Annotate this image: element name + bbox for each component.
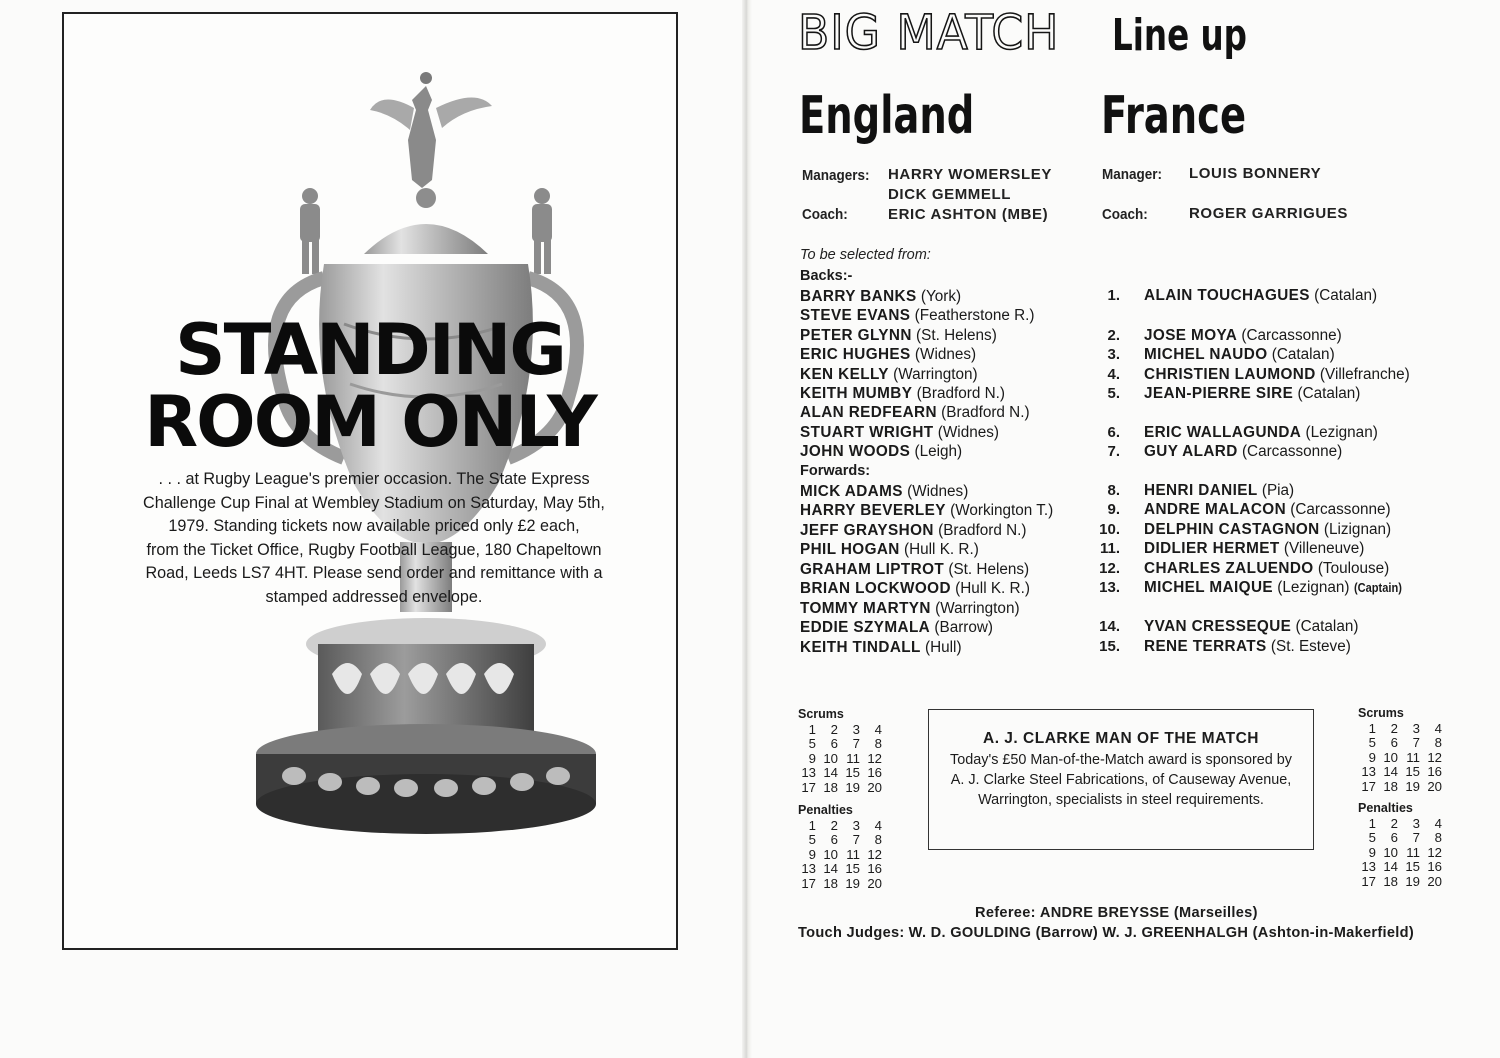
france-player bbox=[1144, 384, 1360, 403]
tally-number: 1 bbox=[808, 722, 816, 737]
england-player bbox=[800, 403, 1030, 422]
france-manager-label: Manager: bbox=[1102, 167, 1162, 183]
england-managers-label: Managers: bbox=[802, 168, 870, 184]
tally-number: 5 bbox=[1368, 830, 1376, 846]
tally-number: 14 bbox=[1383, 764, 1398, 780]
england-coach: ERIC ASHTON (MBE) bbox=[888, 206, 1049, 223]
france-shirt-number: 3. bbox=[1107, 346, 1120, 363]
france-player bbox=[1144, 539, 1364, 558]
tally-number: 10 bbox=[823, 846, 838, 862]
england-player bbox=[800, 560, 1029, 579]
player-club: (Bradford N.) bbox=[941, 404, 1030, 421]
tally-number: 14 bbox=[823, 861, 838, 877]
england-player bbox=[800, 365, 978, 384]
tally-number: 13 bbox=[801, 765, 816, 781]
france-shirt-number: 6. bbox=[1107, 424, 1120, 441]
player-club: (Widnes) bbox=[907, 483, 969, 500]
player-club: (Widnes) bbox=[937, 424, 999, 441]
france-shirt-number: 5. bbox=[1107, 385, 1120, 402]
tally-row bbox=[1354, 831, 1442, 845]
france-player bbox=[1144, 500, 1391, 519]
player-name: GRAHAM LIPTROT bbox=[800, 561, 945, 578]
tally-number: 16 bbox=[867, 765, 882, 781]
player-name: PETER GLYNN bbox=[800, 327, 912, 344]
tally-number: 11 bbox=[846, 846, 860, 862]
player-name: STEVE EVANS bbox=[800, 307, 911, 324]
tally-number: 19 bbox=[1405, 873, 1420, 889]
player-club: (Workington T.) bbox=[950, 502, 1054, 519]
tally-row bbox=[1354, 765, 1442, 779]
player-name: KEITH MUMBY bbox=[800, 385, 913, 402]
player-club: (Leigh) bbox=[914, 443, 963, 460]
referee-label: Referee: bbox=[975, 905, 1036, 921]
france-player bbox=[1144, 286, 1377, 305]
tally-number: 18 bbox=[823, 875, 838, 891]
tally-row bbox=[794, 877, 882, 891]
man-of-the-match-box bbox=[928, 709, 1314, 850]
scrums-tally-france bbox=[1354, 722, 1442, 794]
line-up-title: Line up bbox=[1112, 10, 1248, 61]
tally-number: 17 bbox=[1361, 873, 1376, 889]
player-club: (St. Esteve) bbox=[1270, 638, 1351, 655]
france-player bbox=[1144, 578, 1410, 597]
player-name: BRIAN LOCKWOOD bbox=[800, 580, 951, 597]
france-coach: ROGER GARRIGUES bbox=[1189, 205, 1349, 222]
tally-number: 15 bbox=[1405, 764, 1420, 780]
england-player bbox=[800, 501, 1053, 520]
tally-number: 15 bbox=[845, 765, 860, 781]
advert-line: 1979. Standing tickets now available priced only £2 each, bbox=[168, 517, 580, 535]
tally-number: 3 bbox=[852, 722, 860, 737]
captain-note: (Captain) bbox=[1353, 580, 1402, 595]
tally-number: 13 bbox=[801, 861, 816, 877]
tally-number: 8 bbox=[874, 832, 882, 848]
tally-row bbox=[794, 752, 882, 766]
penalties-label-england: Penalties bbox=[798, 803, 853, 817]
tally-number: 9 bbox=[808, 846, 816, 862]
player-club: (St. Helens) bbox=[916, 327, 997, 344]
tally-number: 7 bbox=[1412, 735, 1420, 751]
tally-row bbox=[1354, 817, 1442, 831]
tally-row bbox=[1354, 846, 1442, 860]
france-shirt-number: 1. bbox=[1107, 287, 1120, 304]
england-player bbox=[800, 423, 999, 442]
france-player bbox=[1144, 617, 1358, 636]
forwards-heading: Forwards: bbox=[800, 463, 871, 479]
tally-number: 6 bbox=[1390, 830, 1398, 846]
player-name: YVAN CRESSEQUE bbox=[1144, 618, 1292, 635]
england-player bbox=[800, 618, 993, 637]
touch-judges-label: Touch Judges: bbox=[798, 925, 905, 941]
page-spine bbox=[742, 0, 752, 1058]
player-name: ERIC WALLAGUNDA bbox=[1144, 424, 1302, 441]
player-name: JEAN-PIERRE SIRE bbox=[1144, 385, 1294, 402]
player-club: (Hull K. R.) bbox=[904, 541, 979, 558]
tally-number: 14 bbox=[823, 765, 838, 781]
advert-body-text bbox=[114, 468, 634, 609]
player-club: (Warrington) bbox=[935, 600, 1020, 617]
player-name: STUART WRIGHT bbox=[800, 424, 934, 441]
tally-number: 5 bbox=[808, 736, 816, 752]
tally-number: 3 bbox=[1412, 816, 1420, 831]
tally-number: 13 bbox=[1361, 859, 1376, 875]
england-player bbox=[800, 521, 1027, 540]
player-club: (Catalan) bbox=[1314, 287, 1378, 304]
player-club: (York) bbox=[920, 288, 962, 305]
player-name: TOMMY MARTYN bbox=[800, 600, 931, 617]
player-club: (Widnes) bbox=[914, 346, 977, 363]
tally-number: 1 bbox=[808, 818, 816, 833]
england-player bbox=[800, 345, 976, 364]
tally-number: 20 bbox=[867, 875, 882, 891]
tally-number: 2 bbox=[830, 818, 838, 833]
tally-row bbox=[794, 862, 882, 876]
tally-number: 8 bbox=[874, 736, 882, 752]
tally-number: 2 bbox=[1390, 721, 1398, 736]
france-shirt-number: 13. bbox=[1099, 579, 1120, 596]
player-name: DELPHIN CASTAGNON bbox=[1144, 521, 1320, 538]
player-club: (Catalan) bbox=[1295, 618, 1359, 635]
player-name: JOSE MOYA bbox=[1144, 327, 1238, 344]
scrums-label-france: Scrums bbox=[1358, 706, 1404, 720]
advert-line: . . . at Rugby League's premier occasion. The State Express bbox=[158, 470, 590, 488]
tally-number: 1 bbox=[1368, 816, 1376, 831]
advert-line: from the Ticket Office, Rugby Football League, 180 Chapeltown bbox=[146, 540, 602, 559]
referee-name: ANDRE BREYSSE (Marseilles) bbox=[1039, 905, 1258, 921]
touch-judges-line bbox=[798, 925, 1414, 941]
award-title: A. J. CLARKE MAN OF THE MATCH bbox=[983, 730, 1259, 747]
player-club: (Pia) bbox=[1261, 482, 1295, 499]
france-shirt-number: 11. bbox=[1099, 540, 1120, 557]
player-club: (St. Helens) bbox=[948, 561, 1030, 578]
touch-judges-names: W. D. GOULDING (Barrow) W. J. GREENHALGH (Ashton-in-Makerfield) bbox=[908, 925, 1415, 941]
tally-number: 12 bbox=[867, 846, 882, 862]
france-shirt-number: 10. bbox=[1099, 521, 1120, 538]
player-name: ALAN REDFEARN bbox=[800, 404, 937, 421]
player-name: KEITH TINDALL bbox=[800, 639, 921, 656]
tally-number: 7 bbox=[1412, 830, 1420, 846]
penalties-tally-france bbox=[1354, 817, 1442, 889]
player-club: (Barrow) bbox=[934, 619, 994, 636]
tally-number: 3 bbox=[852, 818, 860, 833]
tally-row bbox=[794, 848, 882, 862]
england-player bbox=[800, 579, 1030, 598]
player-club: (Villeneuve) bbox=[1283, 540, 1365, 557]
tally-number: 19 bbox=[845, 779, 860, 795]
player-club: (Carcassonne) bbox=[1241, 443, 1343, 460]
france-shirt-number: 7. bbox=[1107, 443, 1120, 460]
player-club: (Lezignan) bbox=[1305, 424, 1378, 441]
england-player bbox=[800, 384, 1005, 403]
player-name: KEN KELLY bbox=[800, 366, 889, 383]
player-name: CHARLES ZALUENDO bbox=[1144, 560, 1314, 577]
france-shirt-number: 2. bbox=[1107, 327, 1120, 344]
selected-from-label: To be selected from: bbox=[800, 247, 931, 263]
player-name: GUY ALARD bbox=[1144, 443, 1238, 460]
tally-number: 11 bbox=[1406, 749, 1420, 765]
england-player bbox=[800, 482, 968, 501]
player-club: (Catalan) bbox=[1297, 385, 1361, 402]
tally-number: 8 bbox=[1434, 735, 1442, 751]
backs-heading: Backs:- bbox=[800, 268, 853, 284]
france-player bbox=[1144, 423, 1378, 442]
england-player bbox=[800, 306, 1035, 325]
france-shirt-number: 4. bbox=[1107, 366, 1120, 383]
player-club: (Carcassonne) bbox=[1241, 327, 1342, 344]
tally-row bbox=[794, 723, 882, 737]
tally-number: 4 bbox=[1434, 816, 1442, 831]
tally-number: 10 bbox=[823, 750, 838, 766]
tally-row bbox=[794, 737, 882, 751]
player-name: ALAIN TOUCHAGUES bbox=[1144, 287, 1310, 304]
player-club: (Villefranche) bbox=[1319, 366, 1410, 383]
tally-number: 20 bbox=[1427, 873, 1442, 889]
tally-number: 17 bbox=[801, 779, 816, 795]
england-player bbox=[800, 638, 962, 657]
player-club: (Hull K. R.) bbox=[955, 580, 1030, 597]
tally-number: 18 bbox=[823, 779, 838, 795]
france-coach-label: Coach: bbox=[1102, 207, 1148, 223]
england-player bbox=[800, 540, 979, 559]
tally-number: 8 bbox=[1434, 830, 1442, 846]
france-shirt-number: 9. bbox=[1107, 501, 1120, 518]
tally-number: 10 bbox=[1383, 749, 1398, 765]
tally-number: 6 bbox=[830, 736, 838, 752]
france-player bbox=[1144, 326, 1342, 345]
tally-number: 9 bbox=[808, 750, 816, 766]
player-club: (Lizignan) bbox=[1323, 521, 1392, 538]
advert-line: Road, Leeds LS7 4HT. Please send order and remittance with a bbox=[145, 564, 603, 582]
tally-row bbox=[1354, 722, 1442, 736]
tally-number: 5 bbox=[808, 832, 816, 848]
england-player bbox=[800, 442, 962, 461]
tally-row bbox=[794, 833, 882, 847]
tally-number: 4 bbox=[874, 722, 882, 737]
player-name: MICK ADAMS bbox=[800, 483, 903, 500]
tally-number: 4 bbox=[874, 818, 882, 833]
tally-number: 1 bbox=[1368, 721, 1376, 736]
player-name: JEFF GRAYSHON bbox=[800, 522, 934, 539]
tally-number: 12 bbox=[867, 750, 882, 766]
tally-number: 9 bbox=[1368, 844, 1376, 860]
england-heading: England bbox=[799, 86, 975, 146]
big-match-title: BIG MATCH bbox=[798, 5, 1060, 61]
tally-number: 12 bbox=[1427, 749, 1442, 765]
tally-number: 10 bbox=[1383, 844, 1398, 860]
france-shirt-number: 14. bbox=[1099, 618, 1120, 635]
tally-number: 4 bbox=[1434, 721, 1442, 736]
player-club: (Catalan) bbox=[1271, 346, 1335, 363]
player-name: PHIL HOGAN bbox=[800, 541, 900, 558]
tally-row bbox=[1354, 875, 1442, 889]
tally-number: 18 bbox=[1383, 778, 1398, 794]
france-heading: France bbox=[1101, 86, 1247, 146]
advert-line: stamped addressed envelope. bbox=[265, 587, 483, 606]
england-manager-1: HARRY WOMERSLEY bbox=[888, 166, 1053, 183]
player-name: HARRY BEVERLEY bbox=[800, 502, 946, 519]
tally-row bbox=[794, 766, 882, 780]
player-name: HENRI DANIEL bbox=[1144, 482, 1258, 499]
scrums-tally-england bbox=[794, 723, 882, 795]
tally-number: 11 bbox=[846, 750, 860, 766]
tally-row bbox=[794, 819, 882, 833]
tally-number: 17 bbox=[1361, 778, 1376, 794]
france-player bbox=[1144, 365, 1410, 384]
tally-number: 12 bbox=[1427, 844, 1442, 860]
france-manager: LOUIS BONNERY bbox=[1189, 165, 1322, 182]
player-club: (Bradford N.) bbox=[938, 522, 1027, 539]
france-player bbox=[1144, 637, 1351, 656]
tally-number: 3 bbox=[1412, 721, 1420, 736]
penalties-tally-england bbox=[794, 819, 882, 891]
player-name: EDDIE SZYMALA bbox=[800, 619, 931, 636]
tally-row bbox=[1354, 736, 1442, 750]
headline-standing: STANDING bbox=[175, 309, 565, 391]
england-player bbox=[800, 599, 1020, 618]
tally-number: 18 bbox=[1383, 873, 1398, 889]
france-player bbox=[1144, 559, 1389, 578]
tally-number: 2 bbox=[1390, 816, 1398, 831]
scrums-label-england: Scrums bbox=[798, 707, 844, 721]
england-manager-2: DICK GEMMELL bbox=[888, 186, 1012, 203]
tally-number: 7 bbox=[852, 832, 860, 848]
player-name: CHRISTIEN LAUMOND bbox=[1144, 366, 1316, 383]
tally-number: 16 bbox=[1427, 859, 1442, 875]
player-name: ANDRE MALACON bbox=[1144, 501, 1287, 518]
tally-number: 15 bbox=[845, 861, 860, 877]
player-club: (Bradford N.) bbox=[916, 385, 1005, 402]
tally-number: 5 bbox=[1368, 735, 1376, 751]
tally-number: 16 bbox=[1427, 764, 1442, 780]
tally-number: 2 bbox=[830, 722, 838, 737]
france-player bbox=[1144, 520, 1391, 539]
tally-number: 13 bbox=[1361, 764, 1376, 780]
tally-number: 6 bbox=[830, 832, 838, 848]
tally-number: 9 bbox=[1368, 749, 1376, 765]
referee-line bbox=[975, 905, 1258, 921]
player-club: (Featherstone R.) bbox=[914, 307, 1035, 324]
player-club: (Warrington) bbox=[893, 366, 978, 383]
tally-row bbox=[1354, 860, 1442, 874]
england-coach-label: Coach: bbox=[802, 207, 848, 223]
tally-row bbox=[794, 781, 882, 795]
player-name: ERIC HUGHES bbox=[800, 346, 911, 363]
advert-line: Challenge Cup Final at Wembley Stadium on Saturday, May 5th, bbox=[143, 493, 605, 512]
penalties-label-france: Penalties bbox=[1358, 801, 1413, 815]
england-player bbox=[800, 287, 961, 306]
player-club: (Carcassonne) bbox=[1290, 501, 1391, 518]
player-name: MICHEL NAUDO bbox=[1144, 346, 1268, 363]
player-club: (Hull) bbox=[925, 639, 962, 656]
france-player bbox=[1144, 481, 1294, 500]
tally-number: 7 bbox=[852, 736, 860, 752]
player-name: RENE TERRATS bbox=[1144, 638, 1267, 655]
france-player bbox=[1144, 345, 1335, 364]
player-name: JOHN WOODS bbox=[800, 443, 911, 460]
france-shirt-number: 8. bbox=[1107, 482, 1120, 499]
standing-room-advert bbox=[62, 12, 678, 950]
headline-room-only: ROOM ONLY bbox=[144, 381, 596, 463]
tally-number: 17 bbox=[801, 875, 816, 891]
player-club: (Toulouse) bbox=[1317, 560, 1390, 577]
france-player bbox=[1144, 442, 1342, 461]
tally-number: 20 bbox=[867, 779, 882, 795]
france-shirt-number: 15. bbox=[1099, 638, 1120, 655]
tally-number: 20 bbox=[1427, 778, 1442, 794]
france-shirt-number: 12. bbox=[1099, 560, 1120, 577]
tally-number: 11 bbox=[1406, 844, 1420, 860]
tally-number: 6 bbox=[1390, 735, 1398, 751]
tally-row bbox=[1354, 751, 1442, 765]
award-text: Today's £50 Man-of-the-Match award is sponsored by A. J. Clarke Steel Fabrications, of Causeway Avenue, Warrington, specialists in steel requirements. bbox=[950, 752, 1292, 808]
player-name: DIDLIER HERMET bbox=[1144, 540, 1280, 557]
player-club: (Lezignan) bbox=[1277, 579, 1350, 596]
tally-number: 15 bbox=[1405, 859, 1420, 875]
player-name: BARRY BANKS bbox=[800, 288, 917, 305]
tally-number: 19 bbox=[1405, 778, 1420, 794]
tally-number: 16 bbox=[867, 861, 882, 877]
tally-number: 14 bbox=[1383, 859, 1398, 875]
player-name: MICHEL MAIQUE bbox=[1144, 579, 1273, 596]
tally-row bbox=[1354, 780, 1442, 794]
england-player bbox=[800, 326, 997, 345]
tally-number: 19 bbox=[845, 875, 860, 891]
